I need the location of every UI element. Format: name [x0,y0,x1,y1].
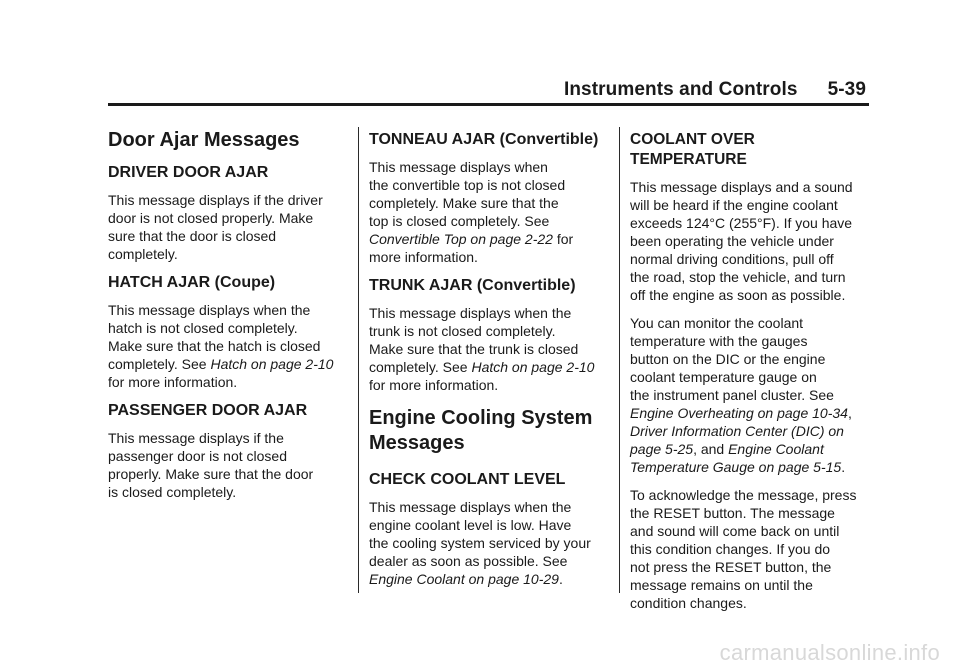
trunk-hatch-page-reference: Hatch on page 2-10 [471,359,595,375]
coolant-over-temperature-text: This message displays and a sound will be heard if the engine coolant exceeds 124°C (255°F). If you have been operating the vehicle under normal driving conditions, pull off the road, stop the vehicle, and turn off the engine as soon as possible. [630,179,853,303]
passenger-door-ajar-title: PASSENGER DOOR AJAR [108,402,308,419]
trunk-ajar-title: TRUNK AJAR (Convertible) [369,277,576,294]
trunk-ajar-text: This message displays when the trunk is not closed completely. Make sure that the trunk is closed completely. See Hatch on page 2-10 for more information. [369,305,595,393]
convertible-top-page-reference: Convertible Top on page 2-22 [369,231,553,247]
tonneau-ajar-text: This message displays when the convertible top is not closed completely. Make sure that the top is closed completely. See Convertible Top on page 2-22 for more information. [369,159,574,265]
check-coolant-level-text: This message displays when the engine coolant level is low. Have the cooling system serviced by your dealer as soon as possible. See Engine Coolant on page 10-29. [369,499,591,587]
engine-coolant-gauge-reference: Engine Coolant [728,441,824,457]
door-ajar-heading: Door Ajar Messages [108,129,300,151]
passenger-door-ajar-text: This message displays if the passenger door is not closed properly. Make sure that the door is closed completely. [108,430,314,500]
hatch-ajar-text: This message displays when the hatch is not closed completely. Make sure that the hatch is closed completely. See Hatch on page 2-10 for more information. [108,302,334,390]
page-number: 5-39 [827,79,866,100]
driver-door-ajar-text: This message displays if the driver door is not closed properly. Make sure that the door is closed completely. [108,192,323,262]
coolant-over-temperature-title: COOLANT OVER TEMPERATURE [630,131,755,168]
running-header [564,79,866,101]
column-divider [358,127,359,593]
hatch-ajar-title: HATCH AJAR (Coupe) [108,274,276,291]
watermark: carmanualsonline.info [719,640,940,665]
column-2 [369,120,605,598]
driver-door-ajar-title: DRIVER DOOR AJAR [108,164,269,181]
column-divider [619,127,620,593]
column-3 [630,120,866,622]
tonneau-ajar-title: TONNEAU AJAR (Convertible) [369,131,599,148]
engine-coolant-page-reference: Engine Coolant on page 10-29 [369,571,559,587]
check-coolant-level-title: CHECK COOLANT LEVEL [369,471,566,488]
column-1 [108,120,344,511]
dic-page-reference: Driver Information Center (DIC) on [630,423,844,439]
section-title: Instruments and Controls [563,79,798,100]
hatch-page-reference: Hatch on page 2-10 [210,356,334,372]
engine-cooling-heading: Engine Cooling System Messages [369,407,593,454]
header-rule [108,103,869,106]
engine-overheating-page-reference: Engine Overheating on page 10-34 [630,405,848,421]
coolant-monitor-text: You can monitor the coolant temperature with the gauges button on the DIC or the engine coolant temperature gauge on the instrument panel cluster. See Engine Overheating on page 10-34, Driver Information Center (DIC) on page 5-25, and Engine Coolant Temperature Gauge on page 5-15. [630,315,852,475]
acknowledge-message-text: To acknowledge the message, press the RESET button. The message and sound will come back on until this condition changes. If you do not press the RESET button, the message remains on until the condition changes. [630,487,857,611]
